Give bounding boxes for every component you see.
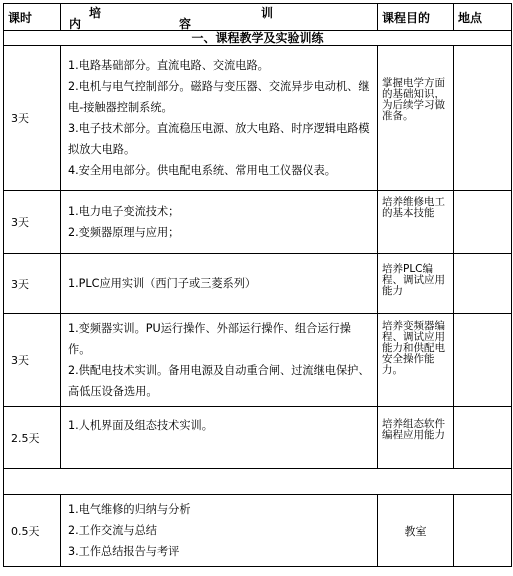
- content-item: 3.电子技术部分。直流稳压电源、放大电路、时序逻辑电路模拟放大电路。: [68, 122, 370, 156]
- header-content: [61, 4, 378, 31]
- row-goal: 培养PLC编程、调试应用能力: [378, 254, 454, 314]
- content-item: 3.工作总结报告与考评: [68, 545, 180, 558]
- table-row: [4, 254, 512, 314]
- table-row: [4, 46, 512, 191]
- row-goal: 培养维修电工的基本技能: [378, 191, 454, 254]
- content-item: 1.电气维修的归纳与分析: [68, 503, 191, 516]
- row-goal: 培养变频器编程、调试应用能力和供配电安全操作能力。: [378, 314, 454, 407]
- header-content-char-1: 内: [69, 17, 82, 31]
- section-row: [4, 31, 512, 46]
- row-days: 2.5天: [4, 407, 61, 469]
- header-content-char-4: 训: [261, 6, 274, 20]
- row-content: [61, 254, 378, 314]
- content-item: 1.PLC应用实训（西门子或三菱系列）: [68, 277, 257, 290]
- row-goal: 掌握电学方面的基础知识，为后续学习做准备。: [378, 46, 454, 191]
- row-days: 3天: [4, 254, 61, 314]
- row-content: [61, 407, 378, 469]
- row-days: 3天: [4, 314, 61, 407]
- row-content: [61, 191, 378, 254]
- row-location: [454, 46, 512, 191]
- content-item: 1.电路基础部分。直流电路、交流电路。: [68, 59, 269, 72]
- content-item: 2.供配电技术实训。备用电源及自动重合闸、过流继电保护、高低压设备选用。: [68, 364, 370, 398]
- row-content: [61, 46, 378, 191]
- content-item: 2.变频器原理与应用；: [68, 226, 180, 239]
- spacer-row: [4, 469, 512, 495]
- content-item: 2.电机与电气控制部分。磁路与变压器、交流异步电动机、继电-接触器控制系统。: [68, 80, 370, 114]
- content-item: 1.人机界面及组态技术实训。: [68, 419, 213, 432]
- row-days: 0.5天: [4, 495, 61, 567]
- content-item: 1.变频器实训。PU运行操作、外部运行操作、组合运行操作。: [68, 322, 351, 356]
- row-content: [61, 495, 378, 567]
- content-item: 2.工作交流与总结: [68, 524, 157, 537]
- row-location: [454, 495, 512, 567]
- content-item: 1.电力电子变流技术；: [68, 205, 180, 218]
- spacer-cell: [4, 469, 512, 495]
- content-item: 4.安全用电部分。供电配电系统、常用电工仪器仪表。: [68, 164, 336, 177]
- header-goal: 课程目的: [378, 4, 454, 31]
- header-content-char-3: 容: [179, 17, 192, 31]
- row-days: 3天: [4, 46, 61, 191]
- table-row: [4, 407, 512, 469]
- row-goal: 培养组态软件编程应用能力: [378, 407, 454, 469]
- table-row: [4, 314, 512, 407]
- header-location: 地点: [454, 4, 512, 31]
- row-goal: 教室: [378, 495, 454, 567]
- row-content: [61, 314, 378, 407]
- training-schedule-table: [3, 3, 512, 567]
- row-days: 3天: [4, 191, 61, 254]
- row-location: [454, 254, 512, 314]
- header-days: 课时: [4, 4, 61, 31]
- row-location: [454, 407, 512, 469]
- header-content-char-2: 培: [89, 6, 102, 20]
- table-row: [4, 495, 512, 567]
- row-location: [454, 191, 512, 254]
- header-row: [4, 4, 512, 31]
- section-title: 一、课程教学及实验训练: [4, 31, 512, 46]
- table-row: [4, 191, 512, 254]
- row-location: [454, 314, 512, 407]
